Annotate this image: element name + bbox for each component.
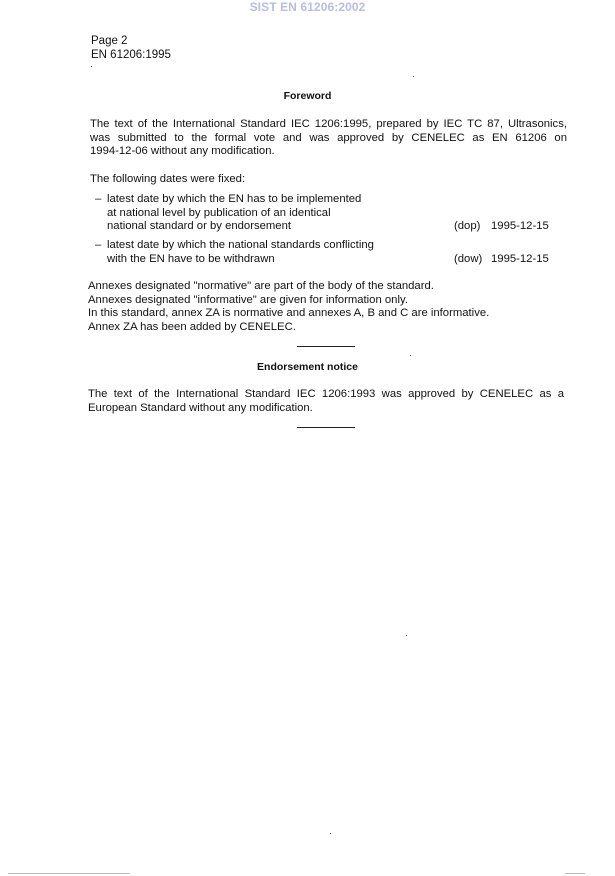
text-line: The text of the International Standard IEC 1206:1993 was approved by CENELEC as a [88, 388, 564, 400]
list-dash: – [95, 193, 102, 205]
foreword-intro-paragraph [90, 118, 567, 159]
list-dash: – [95, 239, 102, 251]
text-line: latest date by which the EN has to be implemented [107, 193, 362, 205]
page-header [91, 35, 171, 62]
date-value: 1995-12-15 [491, 220, 549, 232]
text-line: In this standard, annex ZA is normative and annexes A, B and C are informative. [88, 307, 490, 320]
text-line: 1994-12-06 without any modification. [90, 145, 275, 158]
date-item-dow [95, 239, 560, 267]
date-value: 1995-12-15 [491, 253, 549, 265]
scan-speck [91, 66, 92, 67]
date-item-dop [95, 193, 560, 235]
page-number: Page 2 [91, 35, 128, 47]
text-line: Annex ZA has been added by CENELEC. [88, 321, 296, 334]
section-separator [297, 346, 355, 347]
endorsement-paragraph [88, 388, 564, 415]
date-item-text [107, 239, 374, 266]
text-line: Annexes designated "normative" are part of the body of the standard. [88, 280, 434, 292]
scan-speck [330, 833, 331, 834]
text-line: national standard or by endorsement [107, 220, 292, 233]
scan-speck [410, 355, 411, 356]
standard-reference: EN 61206:1995 [91, 48, 171, 61]
text-line: European Standard without any modification. [88, 401, 313, 414]
text-line: at national level by publication of an identical [107, 206, 331, 219]
foreword-title: Foreword [283, 90, 332, 102]
section-separator [297, 427, 355, 428]
scan-bottom-edge [565, 873, 585, 874]
watermark-header: SIST EN 61206:2002 [249, 0, 366, 14]
annex-paragraph [88, 280, 565, 335]
date-item-text [107, 193, 361, 234]
date-code: (dop) [454, 220, 481, 232]
scan-speck [406, 635, 407, 636]
endorsement-title: Endorsement notice [257, 361, 358, 373]
text-line: The text of the International Standard IEC 1206:1995, prepared by IEC TC 87, Ultrasonics, [90, 118, 567, 130]
scan-speck [413, 76, 414, 77]
text-line: was submitted to the formal vote and was approved by CENELEC as EN 61206 on [90, 131, 567, 144]
text-line: latest date by which the national standards conflicting [107, 239, 374, 251]
scan-bottom-edge [8, 873, 130, 874]
text-line: Annexes designated "informative" are given for information only. [88, 293, 408, 306]
date-code: (dow) [454, 253, 483, 265]
text-line: with the EN have to be withdrawn [107, 252, 275, 265]
dates-intro: The following dates were fixed: [90, 173, 246, 185]
